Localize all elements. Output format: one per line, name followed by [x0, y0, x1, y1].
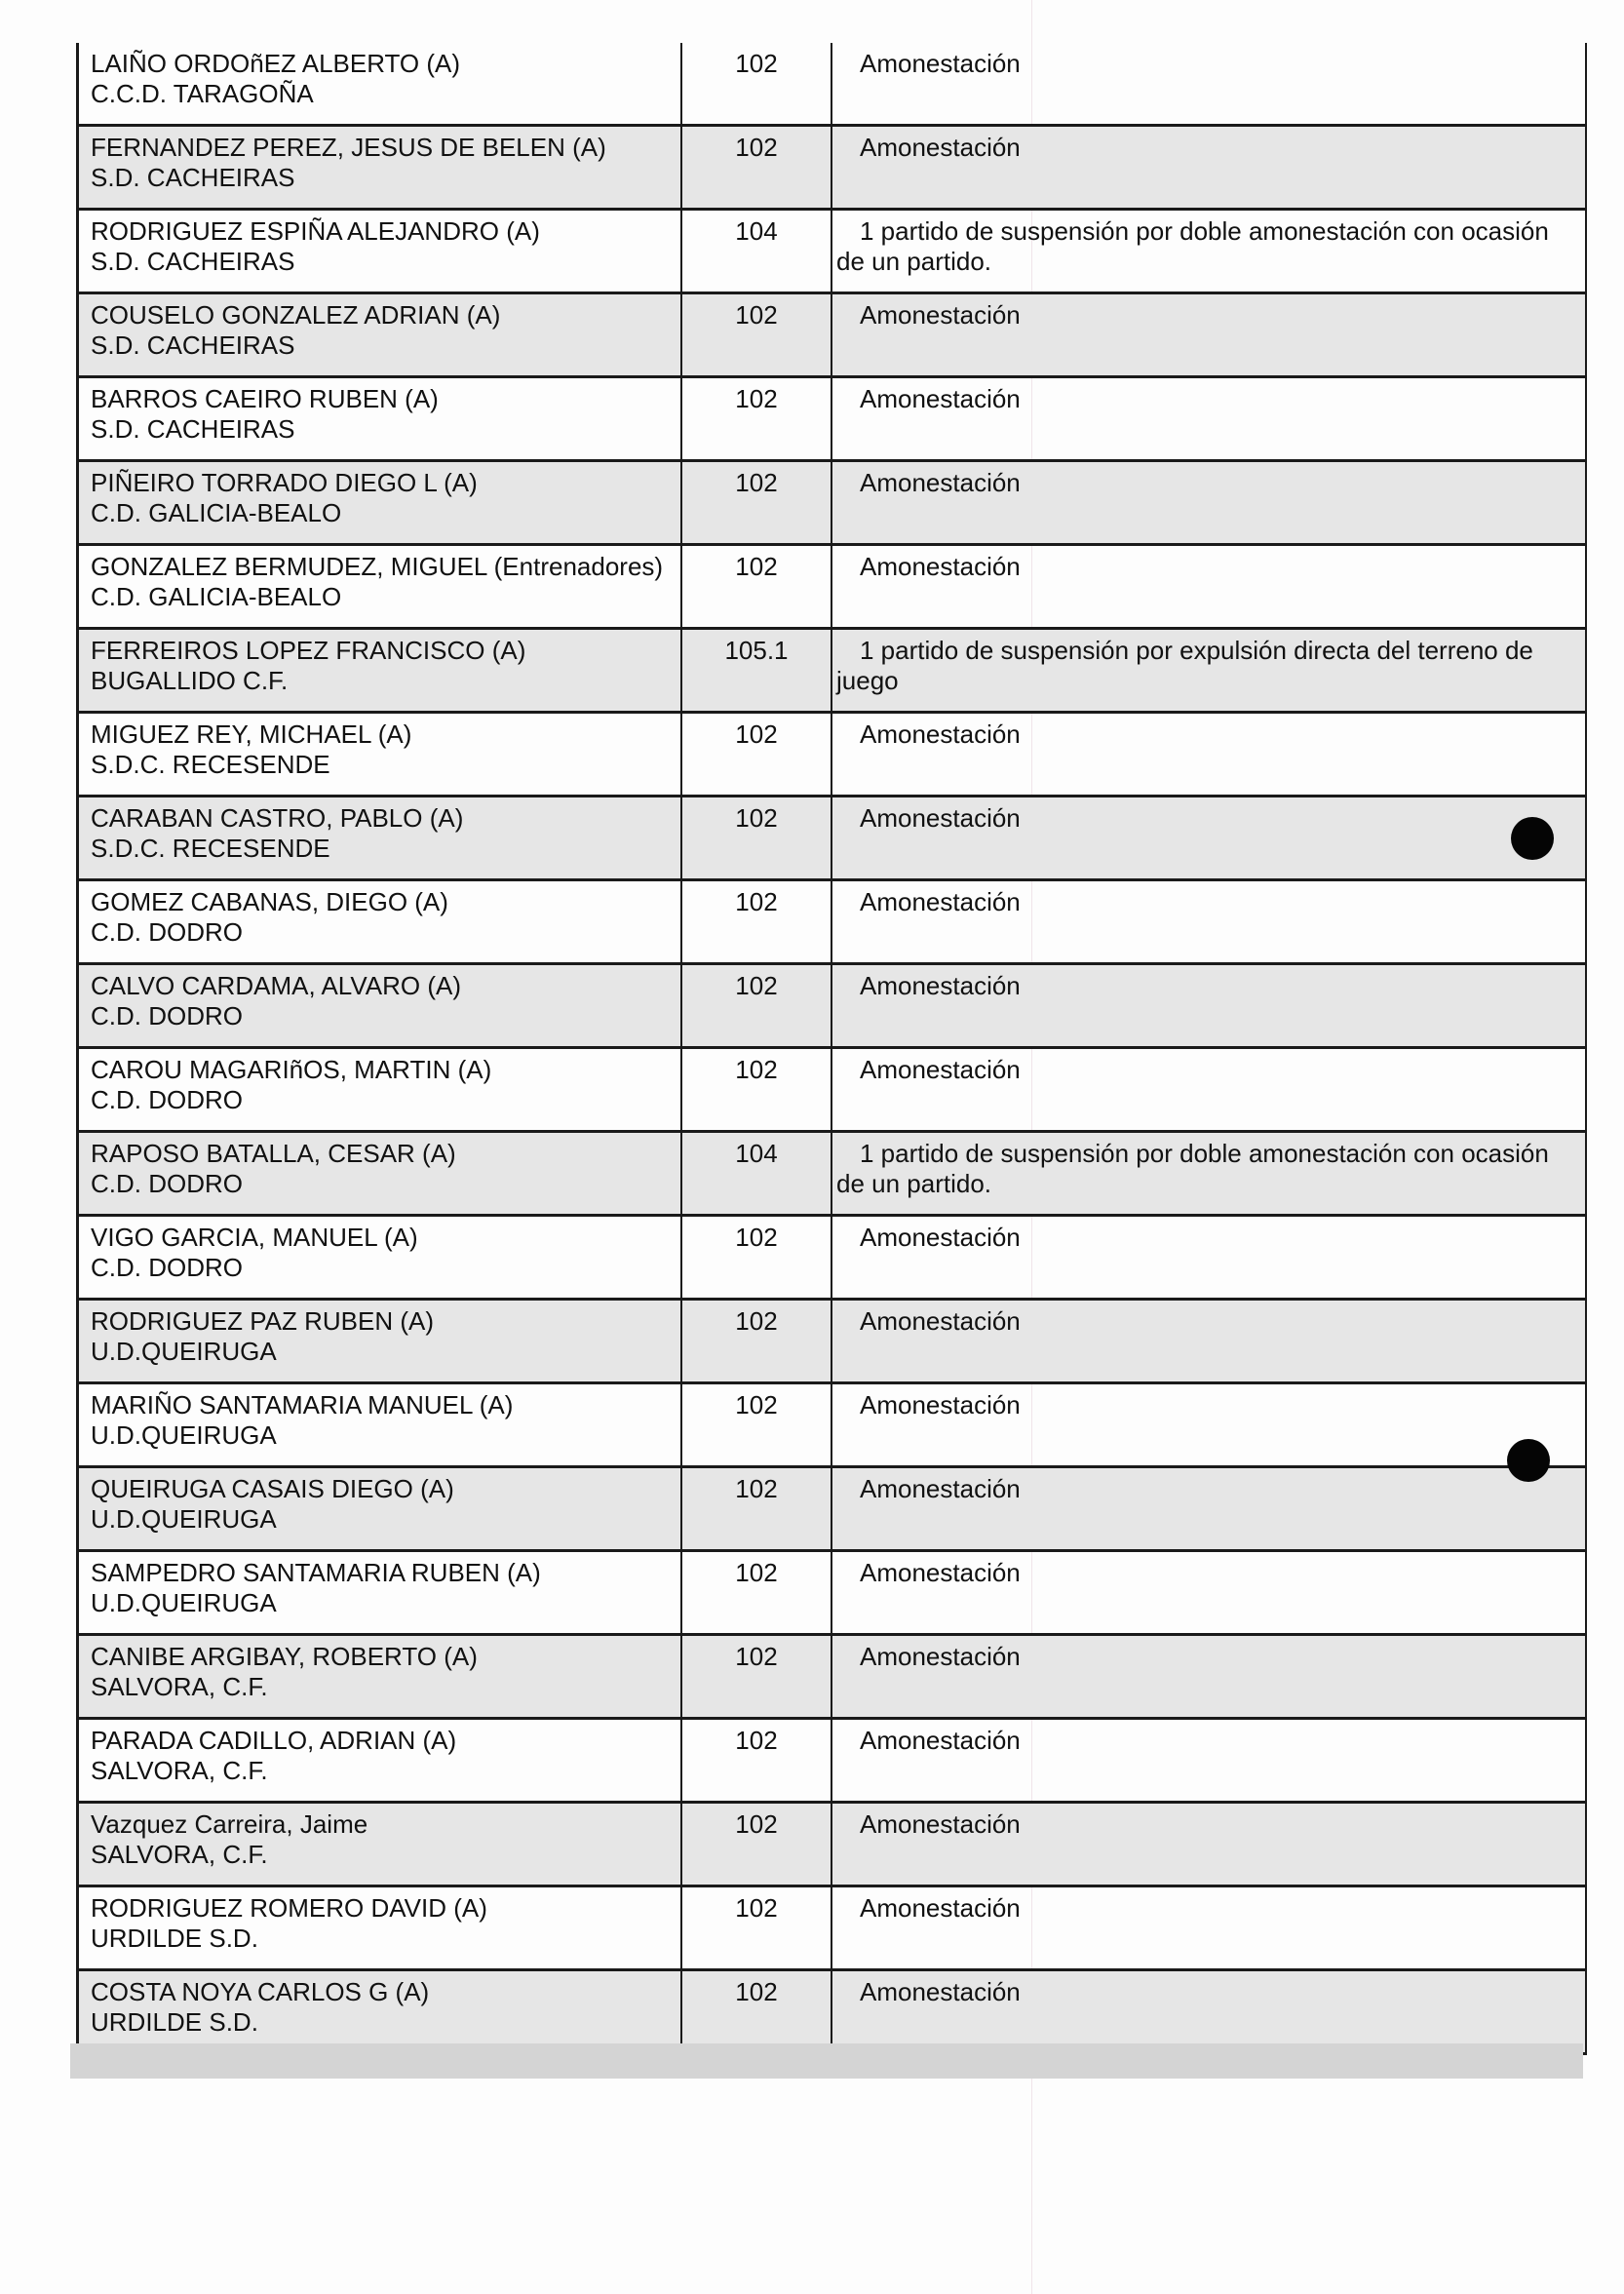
sanction-text: Amonestación [860, 1642, 1021, 1671]
sanction-text: Amonestación [860, 719, 1021, 749]
player-cell [76, 1971, 682, 2052]
club-name: U.D.QUEIRUGA [91, 1504, 277, 1534]
player-cell [76, 1636, 682, 1717]
sanction-text: Amonestación [860, 133, 1021, 162]
sanction-cell [832, 1720, 1587, 1801]
article-cell [682, 714, 832, 795]
player-name: GONZALEZ BERMUDEZ, MIGUEL (Entrenadores) [91, 552, 664, 581]
sanction-text: Amonestación [860, 384, 1021, 413]
article-number: 102 [735, 1977, 778, 2006]
club-name: S.D.C. RECESENDE [91, 750, 330, 779]
sanction-cell [832, 546, 1587, 627]
club-name: C.D. DODRO [91, 1253, 243, 1282]
player-cell [76, 1301, 682, 1381]
club-name: U.D.QUEIRUGA [91, 1420, 277, 1450]
player-name: BARROS CAEIRO RUBEN (A) [91, 384, 439, 413]
article-number: 102 [735, 468, 778, 497]
sanction-cell [832, 965, 1587, 1046]
club-name: SALVORA, C.F. [91, 1756, 268, 1785]
table-row [76, 1468, 1587, 1552]
sanction-cell [832, 294, 1587, 375]
sanction-cell [832, 1468, 1587, 1549]
player-cell [76, 1804, 682, 1885]
article-cell [682, 881, 832, 962]
sanction-text: Amonestación [860, 971, 1021, 1000]
table-row [76, 1301, 1587, 1384]
sanction-text: Amonestación [860, 468, 1021, 497]
article-cell [682, 462, 832, 543]
article-number: 102 [735, 971, 778, 1000]
table-row [76, 462, 1587, 546]
sanction-text: Amonestación [860, 1893, 1021, 1923]
table-row [76, 1887, 1587, 1971]
sanctions-table [76, 43, 1587, 2055]
player-cell [76, 1049, 682, 1130]
player-name: CARABAN CASTRO, PABLO (A) [91, 803, 464, 833]
table-row [76, 1720, 1587, 1804]
sanction-cell [832, 1552, 1587, 1633]
club-name: U.D.QUEIRUGA [91, 1337, 277, 1366]
article-number: 102 [735, 887, 778, 916]
sanction-cell [832, 714, 1587, 795]
club-name: C.D. GALICIA-BEALO [91, 498, 342, 527]
sanction-cell [832, 127, 1587, 208]
sanction-text: Amonestación [860, 1977, 1021, 2006]
sanction-text: 1 partido de suspensión por expulsión directa del terreno de juego [836, 636, 1533, 695]
player-name: CANIBE ARGIBAY, ROBERTO (A) [91, 1642, 478, 1671]
article-number: 102 [735, 1474, 778, 1503]
sanction-cell [832, 1384, 1587, 1465]
club-name: C.D. DODRO [91, 917, 243, 947]
player-cell [76, 127, 682, 208]
article-number: 102 [735, 1558, 778, 1587]
sanction-text: Amonestación [860, 1474, 1021, 1503]
player-name: FERREIROS LOPEZ FRANCISCO (A) [91, 636, 526, 665]
article-number: 102 [735, 1809, 778, 1839]
club-name: SALVORA, C.F. [91, 1840, 268, 1869]
article-number: 102 [735, 1055, 778, 1084]
sanction-text: Amonestación [860, 1390, 1021, 1419]
article-cell [682, 1804, 832, 1885]
table-row [76, 1552, 1587, 1636]
table-row [76, 1384, 1587, 1468]
player-cell [76, 630, 682, 711]
player-name: CAROU MAGARIñOS, MARTIN (A) [91, 1055, 492, 1084]
sanction-text: Amonestación [860, 887, 1021, 916]
sanction-text: Amonestación [860, 552, 1021, 581]
player-cell [76, 965, 682, 1046]
player-cell [76, 1133, 682, 1214]
player-name: QUEIRUGA CASAIS DIEGO (A) [91, 1474, 454, 1503]
table-row [76, 211, 1587, 294]
sanction-text: Amonestación [860, 1055, 1021, 1084]
player-cell [76, 1384, 682, 1465]
sanction-text: Amonestación [860, 1306, 1021, 1336]
player-name: VIGO GARCIA, MANUEL (A) [91, 1223, 418, 1252]
player-cell [76, 1887, 682, 1968]
player-name: PARADA CADILLO, ADRIAN (A) [91, 1726, 457, 1755]
club-name: C.D. DODRO [91, 1085, 243, 1114]
sanction-cell [832, 1301, 1587, 1381]
player-name: RODRIGUEZ ESPIÑA ALEJANDRO (A) [91, 216, 540, 246]
player-name: RODRIGUEZ PAZ RUBEN (A) [91, 1306, 434, 1336]
sanction-text: Amonestación [860, 1809, 1021, 1839]
player-name: CALVO CARDAMA, ALVARO (A) [91, 971, 461, 1000]
sanction-text: Amonestación [860, 803, 1021, 833]
article-number: 102 [735, 803, 778, 833]
article-number: 102 [735, 552, 778, 581]
article-number: 102 [735, 49, 778, 78]
club-name: C.D. DODRO [91, 1169, 243, 1198]
table-row [76, 1217, 1587, 1301]
sanction-text: Amonestación [860, 1558, 1021, 1587]
player-cell [76, 211, 682, 292]
article-cell [682, 965, 832, 1046]
article-number: 102 [735, 1642, 778, 1671]
sanction-text: 1 partido de suspensión por doble amonestación con ocasión de un partido. [836, 1139, 1549, 1198]
player-name: MIGUEZ REY, MICHAEL (A) [91, 719, 412, 749]
article-number: 102 [735, 133, 778, 162]
player-name: FERNANDEZ PEREZ, JESUS DE BELEN (A) [91, 133, 606, 162]
article-number: 102 [735, 1306, 778, 1336]
player-cell [76, 294, 682, 375]
table-row [76, 127, 1587, 211]
article-number: 105.1 [724, 636, 789, 665]
article-cell [682, 1636, 832, 1717]
club-name: SALVORA, C.F. [91, 1672, 268, 1701]
table-row [76, 294, 1587, 378]
article-cell [682, 294, 832, 375]
sanction-text: Amonestación [860, 1726, 1021, 1755]
article-cell [682, 1384, 832, 1465]
table-footer-band [70, 2043, 1583, 2079]
article-cell [682, 1720, 832, 1801]
table-row [76, 1049, 1587, 1133]
article-cell [682, 1133, 832, 1214]
table-row [76, 43, 1587, 127]
sanction-cell [832, 378, 1587, 459]
article-cell [682, 211, 832, 292]
article-cell [682, 546, 832, 627]
sanction-cell [832, 43, 1587, 124]
table-row [76, 1636, 1587, 1720]
club-name: C.D. GALICIA-BEALO [91, 582, 342, 611]
sanction-cell [832, 211, 1587, 292]
article-cell [682, 630, 832, 711]
article-cell [682, 1468, 832, 1549]
player-cell [76, 1552, 682, 1633]
sanction-text: Amonestación [860, 1223, 1021, 1252]
player-cell [76, 43, 682, 124]
sanction-text: 1 partido de suspensión por doble amonestación con ocasión de un partido. [836, 216, 1549, 276]
sanction-cell [832, 462, 1587, 543]
punch-hole-icon [1511, 817, 1554, 860]
table-row [76, 546, 1587, 630]
punch-hole-icon [1507, 1439, 1550, 1482]
article-cell [682, 797, 832, 878]
article-number: 102 [735, 1726, 778, 1755]
club-name: S.D.C. RECESENDE [91, 834, 330, 863]
sanction-cell [832, 1133, 1587, 1214]
article-number: 104 [735, 216, 778, 246]
article-number: 102 [735, 300, 778, 330]
club-name: S.D. CACHEIRAS [91, 247, 295, 276]
article-cell [682, 1971, 832, 2052]
table-row [76, 378, 1587, 462]
club-name: S.D. CACHEIRAS [91, 163, 295, 192]
club-name: S.D. CACHEIRAS [91, 414, 295, 444]
article-number: 102 [735, 719, 778, 749]
article-number: 102 [735, 1390, 778, 1419]
article-number: 104 [735, 1139, 778, 1168]
sanction-cell [832, 1636, 1587, 1717]
player-name: RAPOSO BATALLA, CESAR (A) [91, 1139, 456, 1168]
article-cell [682, 1552, 832, 1633]
article-cell [682, 43, 832, 124]
table-row [76, 630, 1587, 714]
sanctions-table-body [76, 43, 1587, 2055]
player-name: GOMEZ CABANAS, DIEGO (A) [91, 887, 448, 916]
player-cell [76, 462, 682, 543]
club-name: U.D.QUEIRUGA [91, 1588, 277, 1617]
article-cell [682, 378, 832, 459]
sanction-cell [832, 1804, 1587, 1885]
table-row [76, 881, 1587, 965]
table-row [76, 797, 1587, 881]
player-name: LAIÑO ORDOñEZ ALBERTO (A) [91, 49, 461, 78]
table-row [76, 714, 1587, 797]
article-number: 102 [735, 1223, 778, 1252]
sanction-cell [832, 1971, 1587, 2052]
club-name: C.C.D. TARAGOÑA [91, 79, 314, 108]
player-cell [76, 378, 682, 459]
article-number: 102 [735, 384, 778, 413]
player-cell [76, 1217, 682, 1298]
table-row [76, 1133, 1587, 1217]
player-cell [76, 1720, 682, 1801]
sanction-cell [832, 1217, 1587, 1298]
club-name: BUGALLIDO C.F. [91, 666, 289, 695]
sanction-cell [832, 1049, 1587, 1130]
player-name: RODRIGUEZ ROMERO DAVID (A) [91, 1893, 487, 1923]
article-cell [682, 1301, 832, 1381]
player-name: PIÑEIRO TORRADO DIEGO L (A) [91, 468, 478, 497]
sanction-cell [832, 797, 1587, 878]
sanction-text: Amonestación [860, 300, 1021, 330]
table-row [76, 1804, 1587, 1887]
player-cell [76, 1468, 682, 1549]
player-name: Vazquez Carreira, Jaime [91, 1809, 368, 1839]
club-name: C.D. DODRO [91, 1001, 243, 1030]
table-row [76, 965, 1587, 1049]
club-name: S.D. CACHEIRAS [91, 330, 295, 360]
player-cell [76, 881, 682, 962]
sanction-text: Amonestación [860, 49, 1021, 78]
player-name: SAMPEDRO SANTAMARIA RUBEN (A) [91, 1558, 541, 1587]
article-cell [682, 1217, 832, 1298]
player-name: MARIÑO SANTAMARIA MANUEL (A) [91, 1390, 514, 1419]
article-cell [682, 1049, 832, 1130]
sanction-cell [832, 630, 1587, 711]
sanction-cell [832, 881, 1587, 962]
player-name: COUSELO GONZALEZ ADRIAN (A) [91, 300, 501, 330]
player-cell [76, 714, 682, 795]
article-cell [682, 127, 832, 208]
player-cell [76, 797, 682, 878]
article-number: 102 [735, 1893, 778, 1923]
club-name: URDILDE S.D. [91, 2007, 258, 2037]
player-name: COSTA NOYA CARLOS G (A) [91, 1977, 430, 2006]
club-name: URDILDE S.D. [91, 1924, 258, 1953]
sanction-cell [832, 1887, 1587, 1968]
player-cell [76, 546, 682, 627]
article-cell [682, 1887, 832, 1968]
